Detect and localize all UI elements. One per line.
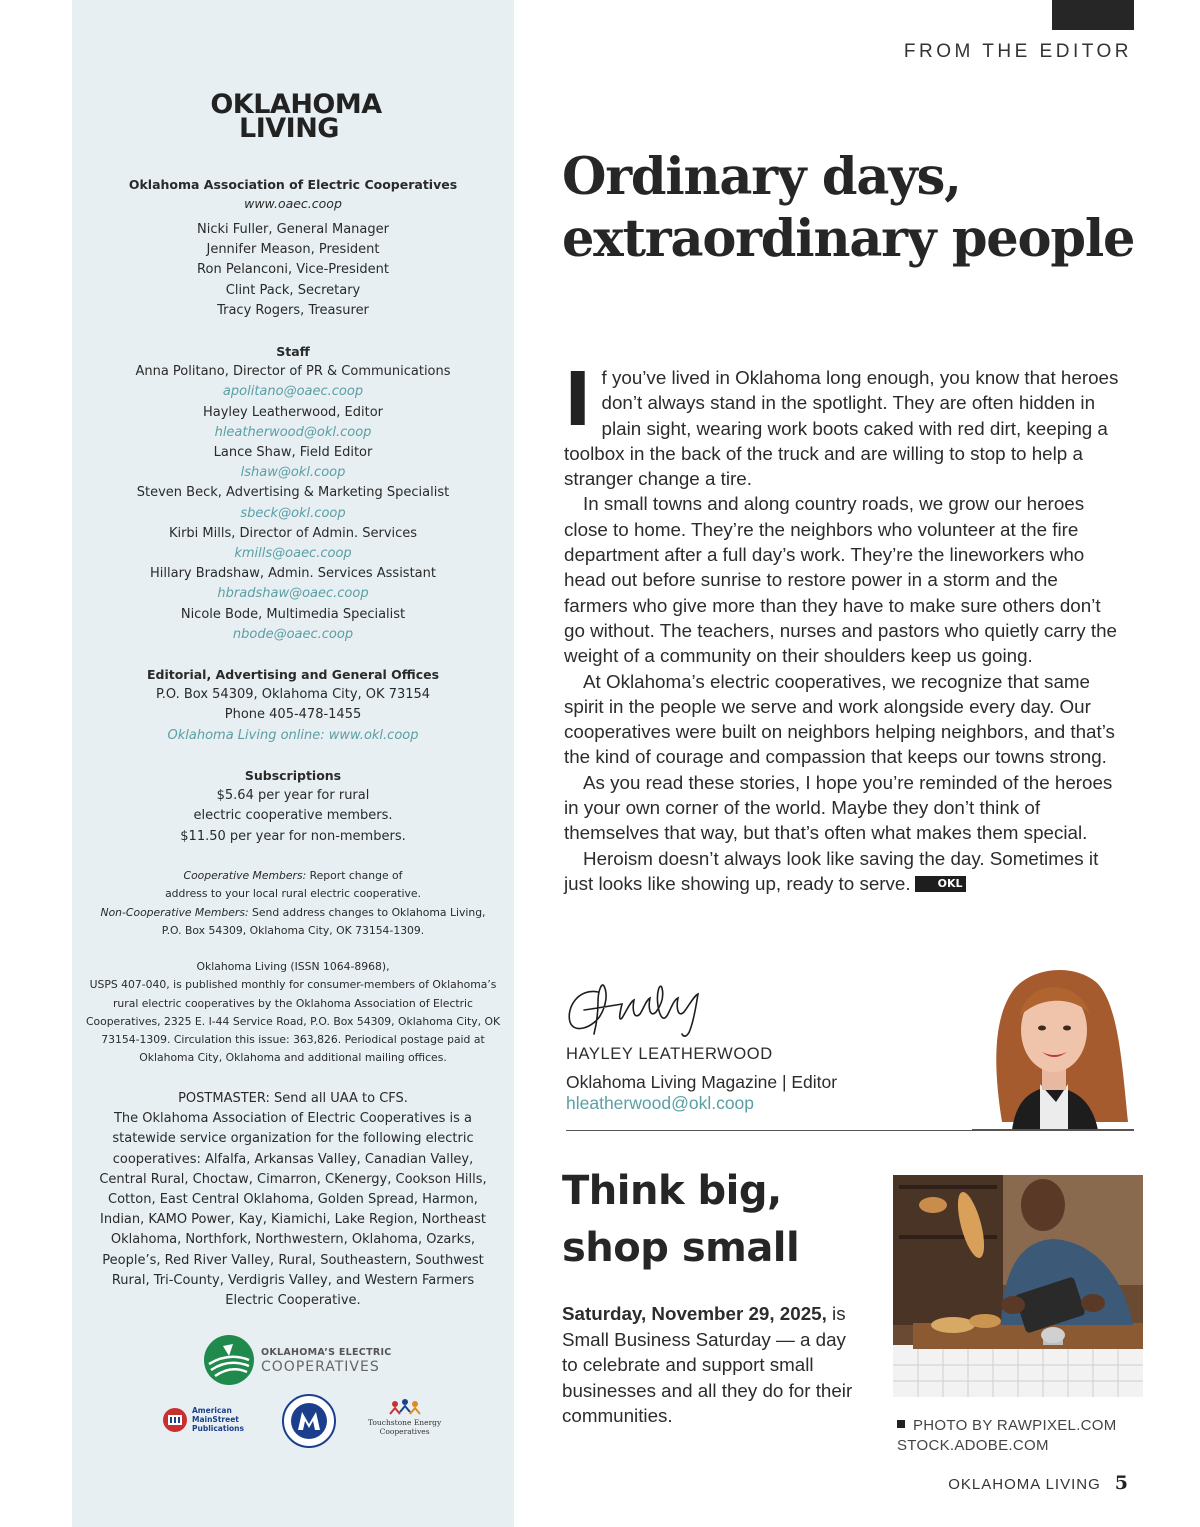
subscription-line: $11.50 per year for non-members. <box>180 828 406 844</box>
staff-line: Hillary Bradshaw, Admin. Services Assistant <box>150 566 436 582</box>
staff-line: Hayley Leatherwood, Editor <box>202 404 384 420</box>
subscriptions-block <box>72 766 514 847</box>
coop-globe-icon <box>203 1334 255 1386</box>
photo-credit: PHOTO BY RAWPIXEL.COM STOCK.ADOBE.COM <box>897 1417 1117 1454</box>
drop-cap: I <box>564 357 592 443</box>
staff-email[interactable]: hleatherwood@okl.coop <box>214 424 372 440</box>
touchstone-figures-icon <box>385 1398 425 1418</box>
staff-list <box>72 342 514 645</box>
section-label: FROM THE EDITOR <box>903 41 1132 62</box>
officer-line: Jennifer Meason, President <box>206 242 380 258</box>
staff-email[interactable]: kmills@oaec.coop <box>234 546 352 562</box>
divider-rule <box>566 1130 1134 1131</box>
offices-online-link[interactable]: Oklahoma Living online: www.okl.coop <box>167 727 419 743</box>
officers-list <box>72 220 514 321</box>
corner-tab-block <box>1052 0 1134 30</box>
article-paragraph: Heroism doesn’t always look like saving the day. Sometimes it just looks like showing up, ready to serve. OKL <box>564 847 1099 894</box>
subscription-line: $5.64 per year for rural <box>216 788 370 804</box>
staff-line: Nicole Bode, Multimedia Specialist <box>180 606 406 622</box>
editor-portrait-photo <box>972 952 1134 1130</box>
subscriptions-heading: Subscriptions <box>244 768 342 783</box>
staff-email[interactable]: apolitano@oaec.coop <box>222 384 364 400</box>
seal-m-icon <box>282 1394 336 1448</box>
promo-body: Saturday, November 29, 2025, is Small Business Saturday — a day to celebrate and support small businesses and all they do for their communities. <box>562 1303 853 1426</box>
staff-line: Anna Politano, Director of PR & Communications <box>135 364 451 380</box>
staff-line: Steven Beck, Advertising & Marketing Specialist <box>136 485 450 501</box>
subscription-line: electric cooperative members. <box>193 808 393 824</box>
american-mainstreet-publications-logo: American MainStreet Publications <box>162 1406 244 1433</box>
offices-heading: Editorial, Advertising and General Offices <box>146 667 440 682</box>
footer-publication: OKLAHOMA LIVING <box>948 1476 1101 1493</box>
small-business-owner-photo <box>893 1175 1143 1397</box>
handwritten-signature <box>564 978 714 1042</box>
page-footer <box>948 1472 1128 1494</box>
org-website[interactable]: www.oaec.coop <box>244 195 342 211</box>
square-bullet-icon <box>897 1420 905 1428</box>
officer-line: Tracy Rogers, Treasurer <box>217 302 369 318</box>
staff-email[interactable]: nbode@oaec.coop <box>232 626 354 642</box>
editor-role: Oklahoma Living Magazine | Editor <box>566 1072 838 1092</box>
staff-line: Lance Shaw, Field Editor <box>213 445 373 461</box>
article-paragraph: At Oklahoma’s electric cooperatives, we recognize that same spirit in the people we serve and work alongside every day. Our cooperatives were built on neighbors helping neighbors, and that’s the kind of courage and compassion that keeps our towns strong. <box>564 670 1115 768</box>
masthead-panel <box>72 0 514 1527</box>
address-change-notice: Cooperative Members: Report change of address to your local rural electric cooperative. Non-Cooperative Members: Send address changes to Oklahoma Living, P.O. Box 54309, Oklahoma City, OK 73154-1309. <box>100 869 486 937</box>
promo-date: Saturday, November 29, 2025, <box>562 1303 827 1324</box>
staff-email[interactable]: sbeck@okl.coop <box>240 505 346 521</box>
article-paragraph: If you’ve lived in Oklahoma long enough, you know that heroes don’t always stand in the spotlight. They are often hidden in plain sight, wearing work boots caked with red dirt, keeping a toolbox in the back of the truck and are willing to stop to help a stranger change a tire. <box>564 357 1119 490</box>
officer-line: Nicki Fuller, General Manager <box>197 222 389 237</box>
editor-name: HAYLEY LEATHERWOOD <box>566 1045 773 1063</box>
issn-statement: Oklahoma Living (ISSN 1064-8968), USPS 407-040, is published monthly for consumer-members of Oklahoma’s rural electric cooperatives by the Oklahoma Association of Electric Cooperatives, 2325 E. I-44 Service Road, P.O. Box 54309, Oklahoma City, OK 73154-1309. Circulation this issue: 363,826. Periodical postage paid at Oklahoma City, Oklahoma and additional mailing offices. <box>85 960 501 1065</box>
okl-end-badge: OKL <box>915 876 967 892</box>
staff-email[interactable]: lshaw@okl.coop <box>240 465 346 481</box>
offices-phone: Phone 405-478-1455 <box>224 707 362 723</box>
promo-headline: Think big, shop small <box>562 1168 800 1271</box>
page-number: 5 <box>1114 1472 1128 1494</box>
ams-emblem-icon <box>162 1407 188 1433</box>
offices-address: P.O. Box 54309, Oklahoma City, OK 73154 <box>155 687 431 703</box>
article-paragraph: As you read these stories, I hope you’re reminded of the heroes in your own corner of the world. Maybe they don’t think of themselves that way, but that’s often what makes them special. <box>564 771 1113 844</box>
article-headline: Ordinary days, extraordinary people <box>562 147 1135 269</box>
touchstone-energy-logo: Touchstone Energy Cooperatives <box>368 1398 441 1436</box>
article-paragraph: In small towns and along country roads, we grow our heroes close to home. They’re the neighbors who volunteer at the fire department after a full day’s work. They’re the lineworkers who head out before sunrise to restore power in a storm and the farmers who give more than they have to make sure others don’t go without. The teachers, nurses and pastors who quietly carry the weight of a community on their shoulders keep us going. <box>564 493 1117 667</box>
postmaster-statement: POSTMASTER: Send all UAA to CFS. The Oklahoma Association of Electric Cooperatives is a statewide service organization for the following electric cooperatives: Alfalfa, Arkansas Valley, Canadian Valley, Central Rural, Choctaw, Cimarron, CKenergy, Cookson Hills, Cotton, East Central Oklahoma, Golden Spread, Harmon, Indian, KAMO Power, Kay, Kiamichi, Lake Region, Northeast Oklahoma, Northfork, Northwestern, Oklahoma, Ozarks, People’s, Red River Valley, Rural, Southeastern, Southwest Rural, Tri-County, Verdigris Valley, and Western Farmers Electric Cooperative. <box>99 1091 487 1309</box>
org-name: Oklahoma Association of Electric Cooperatives <box>128 176 458 192</box>
staff-heading: Staff <box>276 344 310 359</box>
offices-block <box>72 665 514 746</box>
officer-line: Ron Pelanconi, Vice-President <box>197 262 389 278</box>
oklahoma-electric-cooperatives-logo: OKLAHOMA’S ELECTRIC COOPERATIVES <box>203 1334 392 1386</box>
oklahoma-living-logo: OKLAHOMA LIVING <box>210 89 382 144</box>
association-seal-logo <box>282 1394 336 1448</box>
officer-line: Clint Pack, Secretary <box>225 282 361 298</box>
staff-email[interactable]: hbradshaw@oaec.coop <box>217 586 369 602</box>
staff-line: Kirbi Mills, Director of Admin. Services <box>168 525 418 541</box>
editor-email-link[interactable]: hleatherwood@okl.coop <box>566 1093 755 1113</box>
article-body <box>564 357 1120 896</box>
